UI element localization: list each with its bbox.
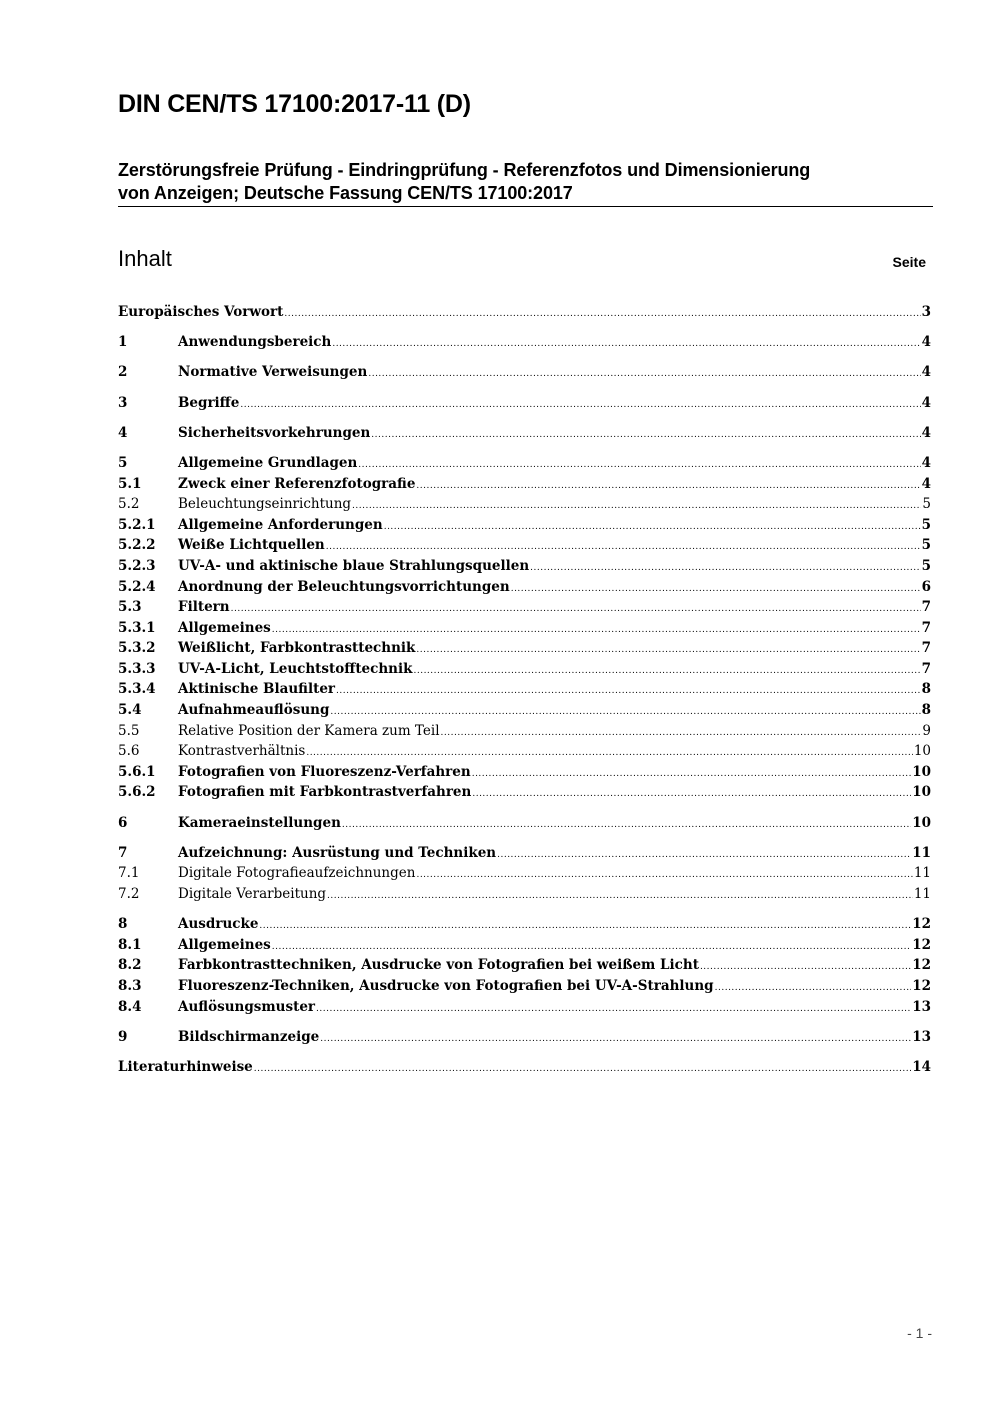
toc-dot-leader	[416, 640, 920, 659]
toc-entry[interactable]	[118, 577, 931, 598]
toc-entry-title: Digitale Verarbeitung	[178, 886, 327, 902]
toc-entry-number: 5.4	[118, 702, 142, 719]
toc-entry-title: Fluoreszenz-Techniken, Ausdrucke von Fotografien bei UV-A-Strahlung	[178, 977, 714, 994]
toc-entry-page: 7	[921, 640, 931, 657]
toc-entry-title: Auflösungsmuster	[178, 998, 316, 1015]
toc-entry-number: 2	[118, 364, 128, 381]
toc-entry-number: 5	[118, 454, 128, 471]
toc-entry-number: 5.1	[118, 475, 142, 492]
toc-entry-title: Anordnung der Beleuchtungsvorrichtungen	[178, 578, 510, 595]
toc-dot-leader	[715, 978, 912, 997]
toc-entry-title: UV-A- und aktinische blaue Strahlungsquellen	[178, 557, 530, 574]
toc-dot-leader	[272, 937, 911, 956]
toc-entry-title: Kameraeinstellungen	[178, 814, 341, 831]
toc-entry-page: 13	[912, 1028, 931, 1045]
toc-entry-page: 5	[921, 516, 931, 533]
table-of-contents	[118, 302, 931, 1078]
toc-dot-leader	[441, 723, 922, 742]
toc-entry-number: 5.2.1	[118, 516, 156, 533]
toc-dot-leader	[368, 364, 920, 383]
toc-entry-page: 11	[912, 844, 931, 861]
toc-dot-leader	[358, 455, 920, 474]
toc-entry[interactable]	[118, 884, 931, 905]
toc-entry-number: 9	[118, 1028, 128, 1045]
toc-entry-page: 10	[912, 763, 931, 780]
toc-entry-title: Weißlicht, Farbkontrasttechnik	[178, 640, 416, 657]
toc-dot-leader	[511, 579, 921, 598]
toc-entry-page: 4	[921, 454, 931, 471]
toc-entry-title: Beleuchtungseinrichtung	[178, 496, 352, 513]
toc-entry-page: 12	[912, 957, 931, 974]
toc-entry[interactable]	[118, 813, 931, 834]
toc-entry[interactable]	[118, 1027, 931, 1048]
toc-entry-number: 8.3	[118, 977, 142, 994]
toc-entry-number: 5.2	[118, 496, 140, 513]
toc-entry[interactable]	[118, 843, 931, 864]
toc-entry[interactable]	[118, 535, 931, 556]
toc-entry-title: UV-A-Licht, Leuchtstofftechnik	[178, 660, 413, 677]
toc-entry-page: 5	[921, 537, 931, 554]
toc-entry-number: 4	[118, 424, 128, 441]
toc-entry-number: 7	[118, 844, 128, 861]
toc-entry-page: 7	[921, 599, 931, 616]
toc-dot-leader	[284, 304, 920, 323]
toc-dot-leader	[326, 537, 921, 556]
toc-entry-title: Sicherheitsvorkehrungen	[178, 424, 371, 441]
toc-dot-leader	[259, 916, 911, 935]
toc-entry[interactable]	[118, 423, 931, 444]
toc-entry[interactable]	[118, 721, 931, 742]
toc-entry[interactable]	[118, 453, 931, 474]
toc-dot-leader	[272, 620, 921, 639]
toc-entry-page: 8	[921, 681, 931, 698]
toc-entry-page: 11	[913, 865, 931, 882]
toc-entry-page: 3	[921, 304, 931, 320]
toc-dot-leader	[327, 886, 913, 905]
subtitle-line-1: Zerstörungsfreie Prüfung - Eindringprüfung - Referenzfotos und Dimensionierung	[118, 160, 811, 180]
toc-entry-number: 7.2	[118, 886, 140, 902]
toc-heading: Inhalt	[118, 246, 172, 271]
toc-entry-page: 5	[921, 557, 931, 574]
toc-entry-page: 8	[921, 702, 931, 719]
toc-entry-number: 5.6.2	[118, 784, 156, 801]
toc-entry-title: Fotografien mit Farbkontrastverfahren	[178, 784, 472, 801]
toc-dot-leader	[416, 476, 920, 495]
toc-entry-title: Europäisches Vorwort	[118, 304, 284, 320]
toc-dot-leader	[336, 681, 921, 700]
toc-entry-title: Bildschirmanzeige	[178, 1028, 320, 1045]
toc-entry[interactable]	[118, 474, 931, 495]
toc-entry-page: 4	[921, 394, 931, 411]
toc-entry-page: 12	[912, 977, 931, 994]
toc-entry-title: Allgemeine Grundlagen	[178, 454, 358, 471]
toc-entry-number: 5.5	[118, 722, 140, 739]
toc-entry-number: 8.1	[118, 936, 142, 953]
toc-entry-page: 10	[913, 743, 931, 760]
toc-entry[interactable]	[118, 362, 931, 383]
toc-entry[interactable]	[118, 741, 931, 762]
title-divider	[118, 206, 933, 207]
toc-entry-page: 7	[921, 660, 931, 677]
toc-entry-page: 4	[921, 475, 931, 492]
toc-entry-title: Kontrastverhältnis	[178, 743, 306, 760]
toc-entry-number: 5.6.1	[118, 763, 156, 780]
toc-entry[interactable]	[118, 515, 931, 536]
toc-entry-number: 1	[118, 334, 128, 351]
toc-entry[interactable]	[118, 556, 931, 577]
toc-entry-page: 14	[912, 1058, 931, 1075]
toc-entry[interactable]	[118, 914, 931, 935]
toc-entry[interactable]	[118, 1057, 931, 1078]
toc-dot-leader	[332, 334, 920, 353]
toc-entry[interactable]	[118, 997, 931, 1018]
document-subtitle	[118, 159, 933, 205]
toc-entry-title: Anwendungsbereich	[178, 334, 332, 351]
toc-entry[interactable]	[118, 976, 931, 997]
toc-entry-number: 5.2.2	[118, 537, 156, 554]
toc-entry-title: Fotografien von Fluoreszenz-Verfahren	[178, 763, 471, 780]
toc-entry[interactable]	[118, 618, 931, 639]
toc-dot-leader	[472, 764, 912, 783]
toc-entry-number: 8.2	[118, 957, 142, 974]
toc-entry-number: 5.3.1	[118, 619, 156, 636]
toc-dot-leader	[413, 661, 920, 680]
toc-dot-leader	[306, 743, 912, 762]
toc-page-label: Seite	[892, 254, 926, 270]
toc-entry[interactable]	[118, 393, 931, 414]
toc-entry[interactable]	[118, 638, 931, 659]
toc-entry-title: Aktinische Blaufilter	[178, 681, 336, 698]
toc-entry-title: Allgemeines	[178, 936, 271, 953]
toc-entry-page: 4	[921, 334, 931, 351]
toc-dot-leader	[240, 395, 920, 414]
toc-entry-title: Allgemeines	[178, 619, 271, 636]
toc-dot-leader	[530, 558, 920, 577]
toc-entry[interactable]	[118, 332, 931, 353]
toc-dot-leader	[316, 999, 911, 1018]
toc-entry-page: 11	[913, 886, 931, 902]
toc-entry-title: Zweck einer Referenzfotografie	[178, 475, 416, 492]
toc-entry-number: 3	[118, 394, 128, 411]
toc-entry[interactable]	[118, 782, 931, 803]
subtitle-line-2: von Anzeigen; Deutsche Fassung CEN/TS 17100:2017	[118, 183, 573, 203]
toc-entry-title: Literaturhinweise	[118, 1058, 253, 1075]
toc-entry-number: 6	[118, 814, 128, 831]
toc-entry-title: Aufzeichnung: Ausrüstung und Techniken	[178, 844, 497, 861]
toc-entry-number: 5.3.4	[118, 681, 156, 698]
toc-entry-page: 13	[912, 998, 931, 1015]
toc-entry-page: 12	[912, 916, 931, 933]
toc-entry-page: 4	[921, 424, 931, 441]
toc-entry-number: 5.2.3	[118, 557, 156, 574]
toc-entry-page: 6	[921, 578, 931, 595]
toc-entry-page: 4	[921, 364, 931, 381]
toc-entry-page: 12	[912, 936, 931, 953]
toc-dot-leader	[320, 1029, 911, 1048]
toc-entry-page: 10	[912, 814, 931, 831]
toc-entry-title: Ausdrucke	[178, 916, 259, 933]
toc-entry-title: Relative Position der Kamera zum Teil	[178, 722, 440, 739]
toc-entry-page: 10	[912, 784, 931, 801]
toc-entry[interactable]	[118, 597, 931, 618]
toc-entry[interactable]	[118, 762, 931, 783]
toc-dot-leader	[352, 496, 921, 515]
toc-entry-number: 5.2.4	[118, 578, 156, 595]
toc-entry[interactable]	[118, 935, 931, 956]
toc-entry-number: 5.3	[118, 599, 142, 616]
toc-entry-title: Allgemeine Anforderungen	[178, 516, 383, 533]
toc-entry-title: Farbkontrasttechniken, Ausdrucke von Fotografien bei weißem Licht	[178, 957, 699, 974]
toc-entry[interactable]	[118, 863, 931, 884]
toc-dot-leader	[497, 845, 911, 864]
document-title: DIN CEN/TS 17100:2017-11 (D)	[118, 90, 471, 118]
toc-entry-number: 8	[118, 916, 128, 933]
page-number: - 1 -	[907, 1325, 932, 1341]
toc-entry-page: 5	[922, 496, 931, 513]
toc-dot-leader	[472, 784, 911, 803]
toc-entry-title: Aufnahmeauflösung	[178, 702, 330, 719]
toc-dot-leader	[371, 425, 920, 444]
toc-entry-title: Filtern	[178, 599, 230, 616]
toc-entry[interactable]	[118, 955, 931, 976]
toc-dot-leader	[254, 1059, 911, 1078]
toc-entry-number: 8.4	[118, 998, 142, 1015]
toc-dot-leader	[330, 702, 920, 721]
toc-dot-leader	[384, 517, 921, 536]
toc-entry-page: 7	[921, 619, 931, 636]
toc-entry-title: Begriffe	[178, 394, 240, 411]
toc-entry[interactable]	[118, 302, 931, 323]
toc-dot-leader	[342, 815, 911, 834]
toc-entry[interactable]	[118, 700, 931, 721]
toc-entry[interactable]	[118, 679, 931, 700]
toc-dot-leader	[416, 865, 912, 884]
toc-entry-title: Weiße Lichtquellen	[178, 537, 325, 554]
toc-entry-number: 7.1	[118, 865, 140, 882]
toc-entry-number: 5.3.3	[118, 660, 156, 677]
toc-dot-leader	[700, 957, 911, 976]
toc-dot-leader	[231, 599, 921, 618]
toc-entry-number: 5.6	[118, 743, 140, 760]
toc-entry-number: 5.3.2	[118, 640, 156, 657]
toc-entry-title: Normative Verweisungen	[178, 364, 368, 381]
toc-entry-page: 9	[922, 722, 931, 739]
toc-entry[interactable]	[118, 659, 931, 680]
toc-entry[interactable]	[118, 494, 931, 515]
toc-entry-title: Digitale Fotografieaufzeichnungen	[178, 865, 416, 882]
